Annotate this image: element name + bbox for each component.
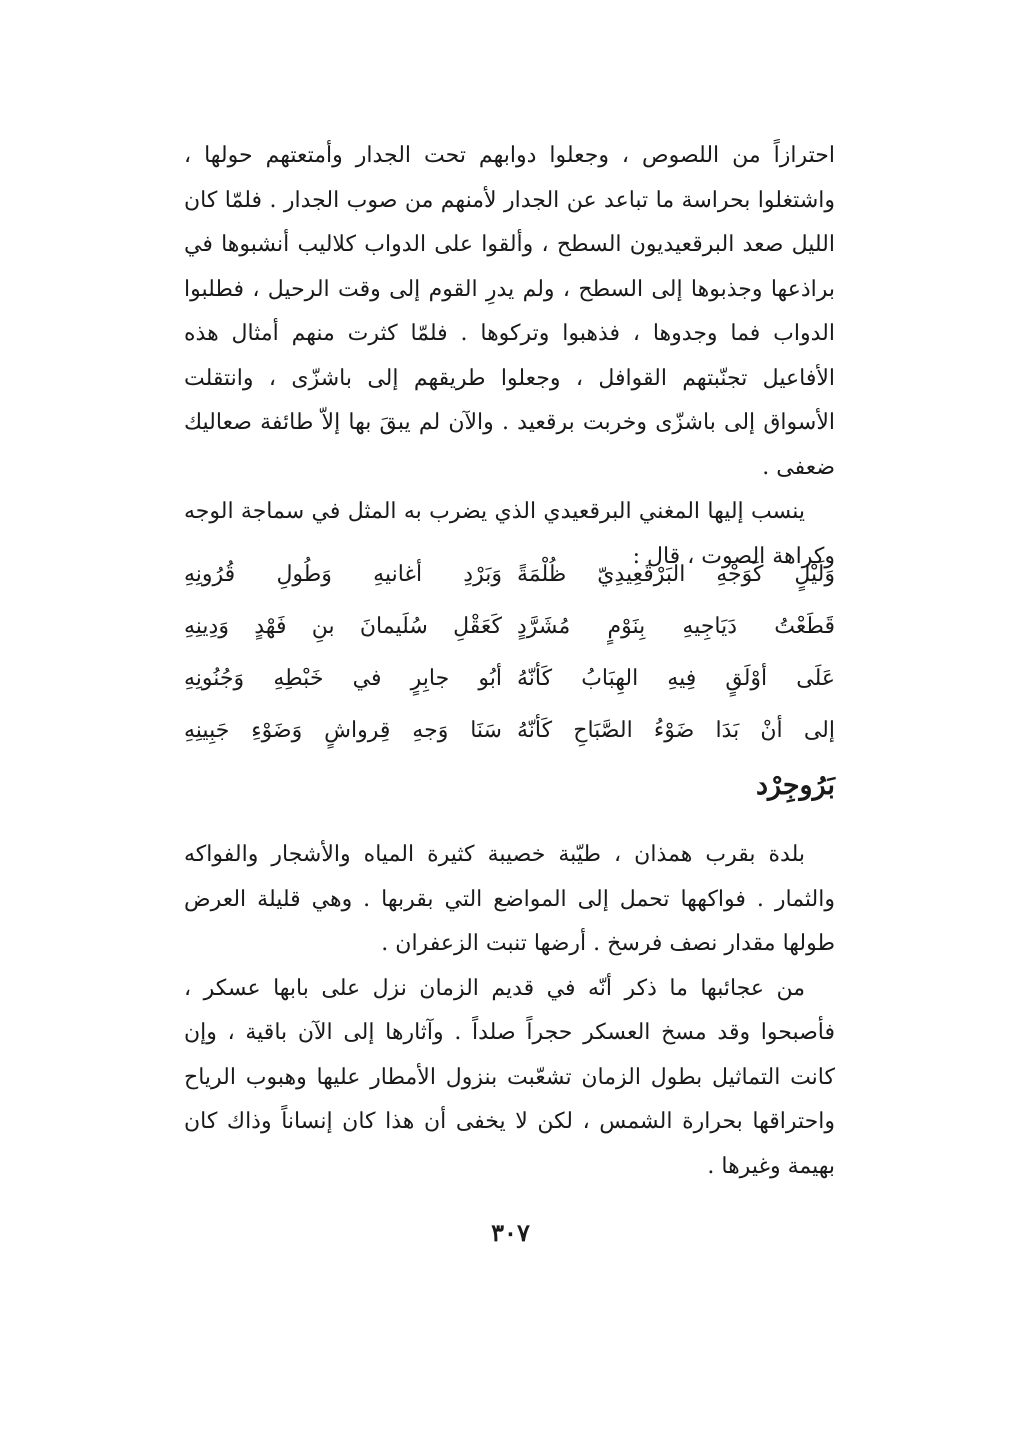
hemistich-first: وَلَيْلٍ كَوَجْهِ البَرْقَعِيدِيّ ظُلْمَةً xyxy=(517,561,835,587)
paragraph-wonders: من عجائبها ما ذكر أنّه في قديم الزمان نزل على بابها عسكر ، فأصبحوا وقد مسخ العسكر حجراً صلداً . وآثارها إلى الآن باقية ، وإن كانت التماثيل بطول الزمان تشعّبت بنزول الأمطار عليها وهبوب الرياح واحتراقها بحرارة الشمس ، لكن لا يخفى أن هذا كان إنساناً وذاك كان بهيمة وغيرها . xyxy=(184,975,835,1179)
text-block-bottom xyxy=(184,833,835,1189)
hemistich-first: قَطَعْتُ دَيَاجِيهِ بِنَوْمٍ مُشَرَّدٍ xyxy=(517,613,835,639)
verse xyxy=(184,652,835,704)
hemistich-second: كَعَقْلِ سُلَيمانَ بنِ فَهْدٍ وَدِينِهِ xyxy=(184,613,502,639)
poem xyxy=(184,548,835,756)
page-number: ٣٠٧ xyxy=(491,1218,530,1247)
hemistich-second: وَبَرْدِ أغانيهِ وَطُولِ قُرُونِهِ xyxy=(184,561,502,587)
hemistich-second: أبُو جابِرٍ في خَبْطِهِ وَجُنُونِهِ xyxy=(184,665,502,691)
paragraph-bandits: احترازاً من اللصوص ، وجعلوا دوابهم تحت الجدار وأمتعتهم حولها ، واشتغلوا بحراسة ما تباعد عن الجدار لأمنهم من صوب الجدار . فلمّا كان الليل صعد البرقعيديون السطح ، وألقوا على الدواب كلاليب أنشبوها في براذعها وجذبوها إلى السطح ، ولم يدرِ القوم إلى وقت الرحيل ، فطلبوا الدواب فما وجدوها ، فذهبوا وتركوها . فلمّا كثرت منهم أمثال هذه الأفاعيل تجنّبتهم القوافل ، وجعلوا طريقهم إلى باشزّى ، وانتقلت الأسواق إلى باشزّى وخربت برقعيد . والآن لم يبقَ بها إلاّ طائفة صعاليك ضعفى . xyxy=(184,143,836,480)
paragraph-description: بلدة بقرب همذان ، طيّبة خصيبة كثيرة المياه والأشجار والفواكه والثمار . فواكهها تحمل إلى المواضع التي بقربها . وهي قليلة العرض طولها مقدار نصف فرسخ . أرضها تنبت الزعفران . xyxy=(184,842,835,956)
verse xyxy=(184,548,835,600)
verse xyxy=(184,600,835,652)
verse xyxy=(184,704,835,756)
hemistich-second: سَنَا وَجهِ قِرواشٍ وَضَوْءِ جَبِينِهِ xyxy=(184,717,502,743)
hemistich-first: عَلَى أوْلَقٍ فِيهِ الهِبَابُ كَأنّهُ xyxy=(517,665,835,691)
hemistich-first: إلى أنْ بَدَا ضَوْءُ الصَّبَاحِ كَأنّهُ xyxy=(517,717,835,743)
paragraph-singer: ينسب إليها المغني البرقعيدي الذي يضرب به المثل في سماجة الوجه وكراهة الصوت ، قال : xyxy=(184,499,835,569)
section-title: بَرُوجِرْد xyxy=(755,770,835,801)
text-block-top xyxy=(184,134,835,579)
